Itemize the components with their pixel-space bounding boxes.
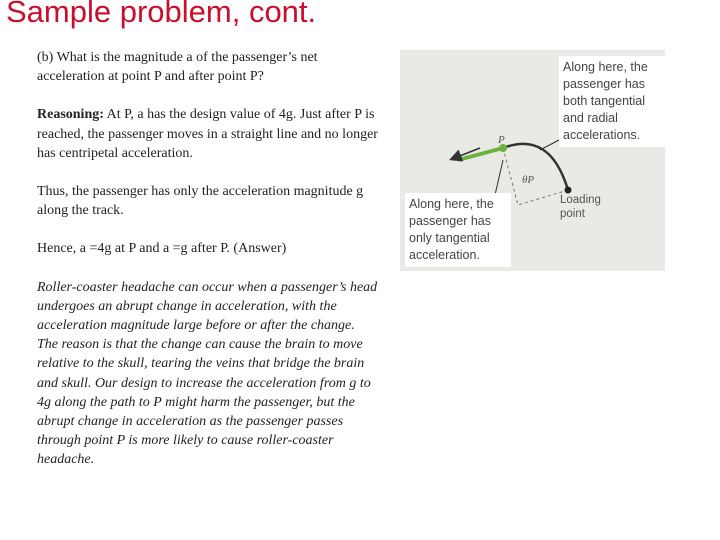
loading-point-label: Loading point — [560, 194, 601, 220]
headache-explanation: The reason is that the change can cause the brain to move relative to the skull, tearing the veins that bridge the brain and skull. Our design to increase the acceleration from g to 4g along the path to P might harm the passenger, but the abrupt change in acceleration as the passenger passes through point P is more likely to cause roller-coaster headache. — [37, 337, 371, 468]
curved-track — [503, 144, 568, 190]
callout-tangential: Along here, the passenger has only tangential acceleration. — [405, 193, 511, 267]
answer-text: Hence, a =4g at P and a =g after P. (Answer) — [37, 241, 287, 257]
callout-radial: Along here, the passenger has both tangential and radial accelerations. — [559, 56, 665, 147]
slide-title: Sample problem, cont. — [6, 0, 317, 29]
reasoning-paragraph — [37, 105, 385, 163]
angle-label: θP — [522, 174, 535, 186]
roller-coaster-figure — [400, 50, 665, 271]
question-text: (b) What is the magnitude a of the passenger’s net acceleration at point P and after point P? — [37, 50, 318, 85]
thus-text: Thus, the passenger has only the acceleration magnitude g along the track. — [37, 184, 364, 219]
reasoning-label: Reasoning: — [37, 107, 104, 123]
callout-top-pointer — [540, 140, 559, 150]
reasoning-text: At P, a has the design value of 4g. Just after P is reached, the passenger moves in a straight line and no longer has centripetal acceleration. — [37, 107, 378, 161]
headache-note: Roller-coaster headache can occur when a passenger’s head undergoes an abrupt change in acceleration, with the acceleration magnitude large before or after the change. — [37, 279, 378, 334]
callout-bottom-pointer — [495, 160, 503, 195]
text-column — [37, 48, 385, 470]
point-p-label: P — [498, 134, 505, 146]
